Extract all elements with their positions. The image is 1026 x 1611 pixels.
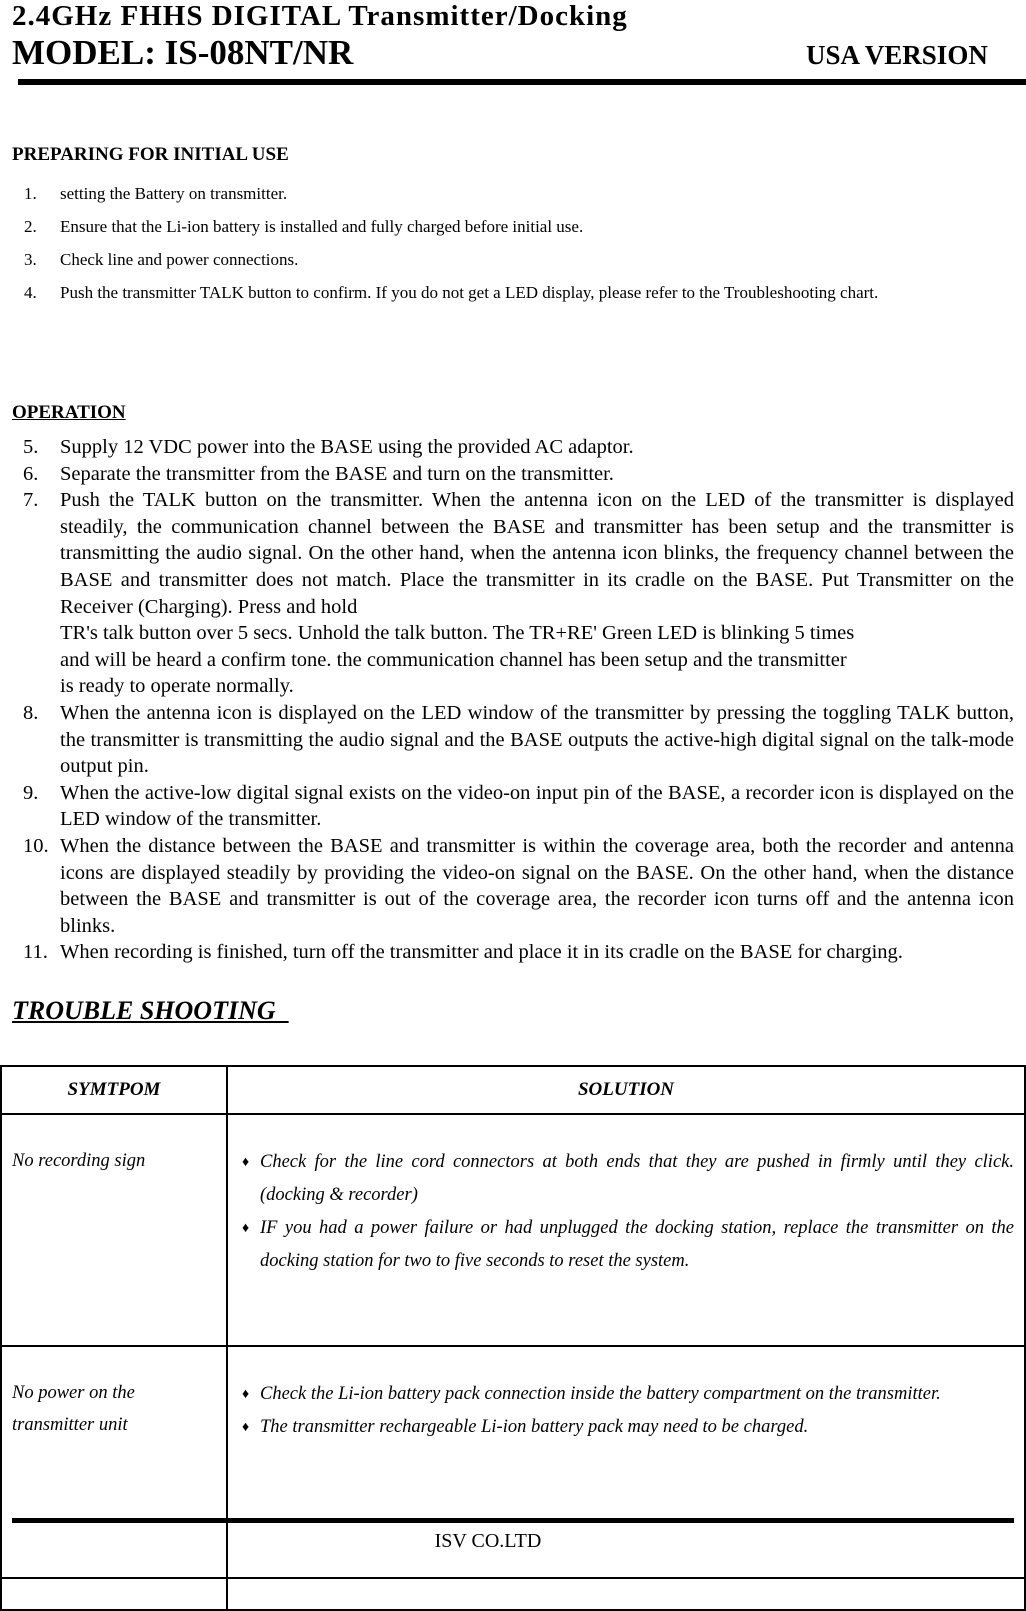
list-item: 11. When recording is finished, turn off the transmitter and place it in its cradle on the BASE for charging. (23, 941, 903, 964)
operation-heading: OPERATION (12, 402, 126, 423)
troubleshooting-heading: TROUBLE SHOOTING (12, 996, 289, 1025)
empty-cell (227, 1578, 1025, 1610)
list-item: 2. Ensure that the Li-ion battery is installed and fully charged before initial use. (24, 217, 584, 236)
list-item: 8. When the antenna icon is displayed on the LED window of the transmitter by pressing the toggling TALK button, the transmitter is transmitting the audio signal and the BASE outputs the active-high digital signal on the talk-mode output pin. (23, 701, 1014, 778)
diamond-bullet-icon: ♦ (242, 1221, 250, 1236)
diamond-bullet-icon: ♦ (242, 1155, 250, 1170)
table-row (1, 1114, 1025, 1346)
preparing-heading: PREPARING FOR INITIAL USE (12, 144, 289, 165)
operation-list (0, 434, 1014, 966)
symptom-cell: No recording sign (1, 1114, 227, 1346)
document-title: 2.4GHz FHHS DIGITAL Transmitter/Docking (12, 0, 628, 32)
diamond-bullet-icon: ♦ (242, 1387, 250, 1402)
model-number: MODEL: IS-08NT/NR (12, 33, 354, 72)
solution-column-header: SOLUTION (227, 1066, 1025, 1114)
diamond-bullet-icon: ♦ (242, 1420, 250, 1435)
list-item: 4. Push the transmitter TALK button to confirm. If you do not get a LED display, please refer to the Troubleshooting chart. (24, 283, 879, 302)
footer-rule (12, 1518, 1014, 1523)
version-label: USA VERSION (806, 40, 988, 70)
list-item: 7. Push the TALK button on the transmitter. When the antenna icon on the LED of the transmitter is displayed steadily, the communication channel between the BASE and transmitter has been setup and the transmitter is transmitting the audio signal. On the other hand, when the antenna icon blinks, the frequency channel between the BASE and transmitter does not match. Place the transmitter in its cradle on the BASE. Put Transmitter on the Receiver (Charging). Press and hold TR's talk button over 5 secs. Unhold the talk button. The TR+RE' Green LED is blinking 5 times and will be heard a confirm tone. the communication channel has been setup and the transmitter is ready to operate normally. (23, 489, 1014, 698)
list-item: 10. When the distance between the BASE and transmitter is within the coverage area, both the recorder and antenna icons are displayed steadily by providing the video-on signal on the BASE. On the other hand, when the distance between the BASE and transmitter is out of the coverage area, the recorder icon turns off and the antenna icon blinks. (23, 834, 1014, 937)
preparing-list (0, 177, 1014, 309)
symptom-cell: No power on the transmitter unit (1, 1346, 227, 1578)
list-item: 6. Separate the transmitter from the BASE and turn on the transmitter. (23, 462, 614, 485)
empty-cell (1, 1578, 227, 1610)
table-header-row (1, 1066, 1025, 1114)
list-item: 9. When the active-low digital signal exists on the video-on input pin of the BASE, a recorder icon is displayed on the LED window of the transmitter. (23, 781, 1014, 831)
table-row (1, 1578, 1025, 1610)
list-item: 1. setting the Battery on transmitter. (24, 184, 288, 203)
solution-cell: ♦ Check for the line cord connectors at both ends that they are pushed in firmly until they click.(docking & recorder) ♦ IF you had a power failure or had unplugged the docking station, replace the transmitter on the docking station for two to five seconds to reset the system. (227, 1114, 1025, 1346)
list-item: 3. Check line and power connections. (24, 250, 299, 269)
solution-cell: ♦ Check the Li-ion battery pack connection inside the battery compartment on the transmitter. ♦ The transmitter rechargeable Li-ion battery pack may need to be charged. (227, 1346, 1025, 1578)
list-item: 5. Supply 12 VDC power into the BASE using the provided AC adaptor. (23, 436, 634, 458)
symptom-column-header: SYMTPOM (1, 1066, 227, 1114)
footer-company: ISV CO.LTD (434, 1530, 542, 1552)
header-rule (18, 79, 1026, 85)
